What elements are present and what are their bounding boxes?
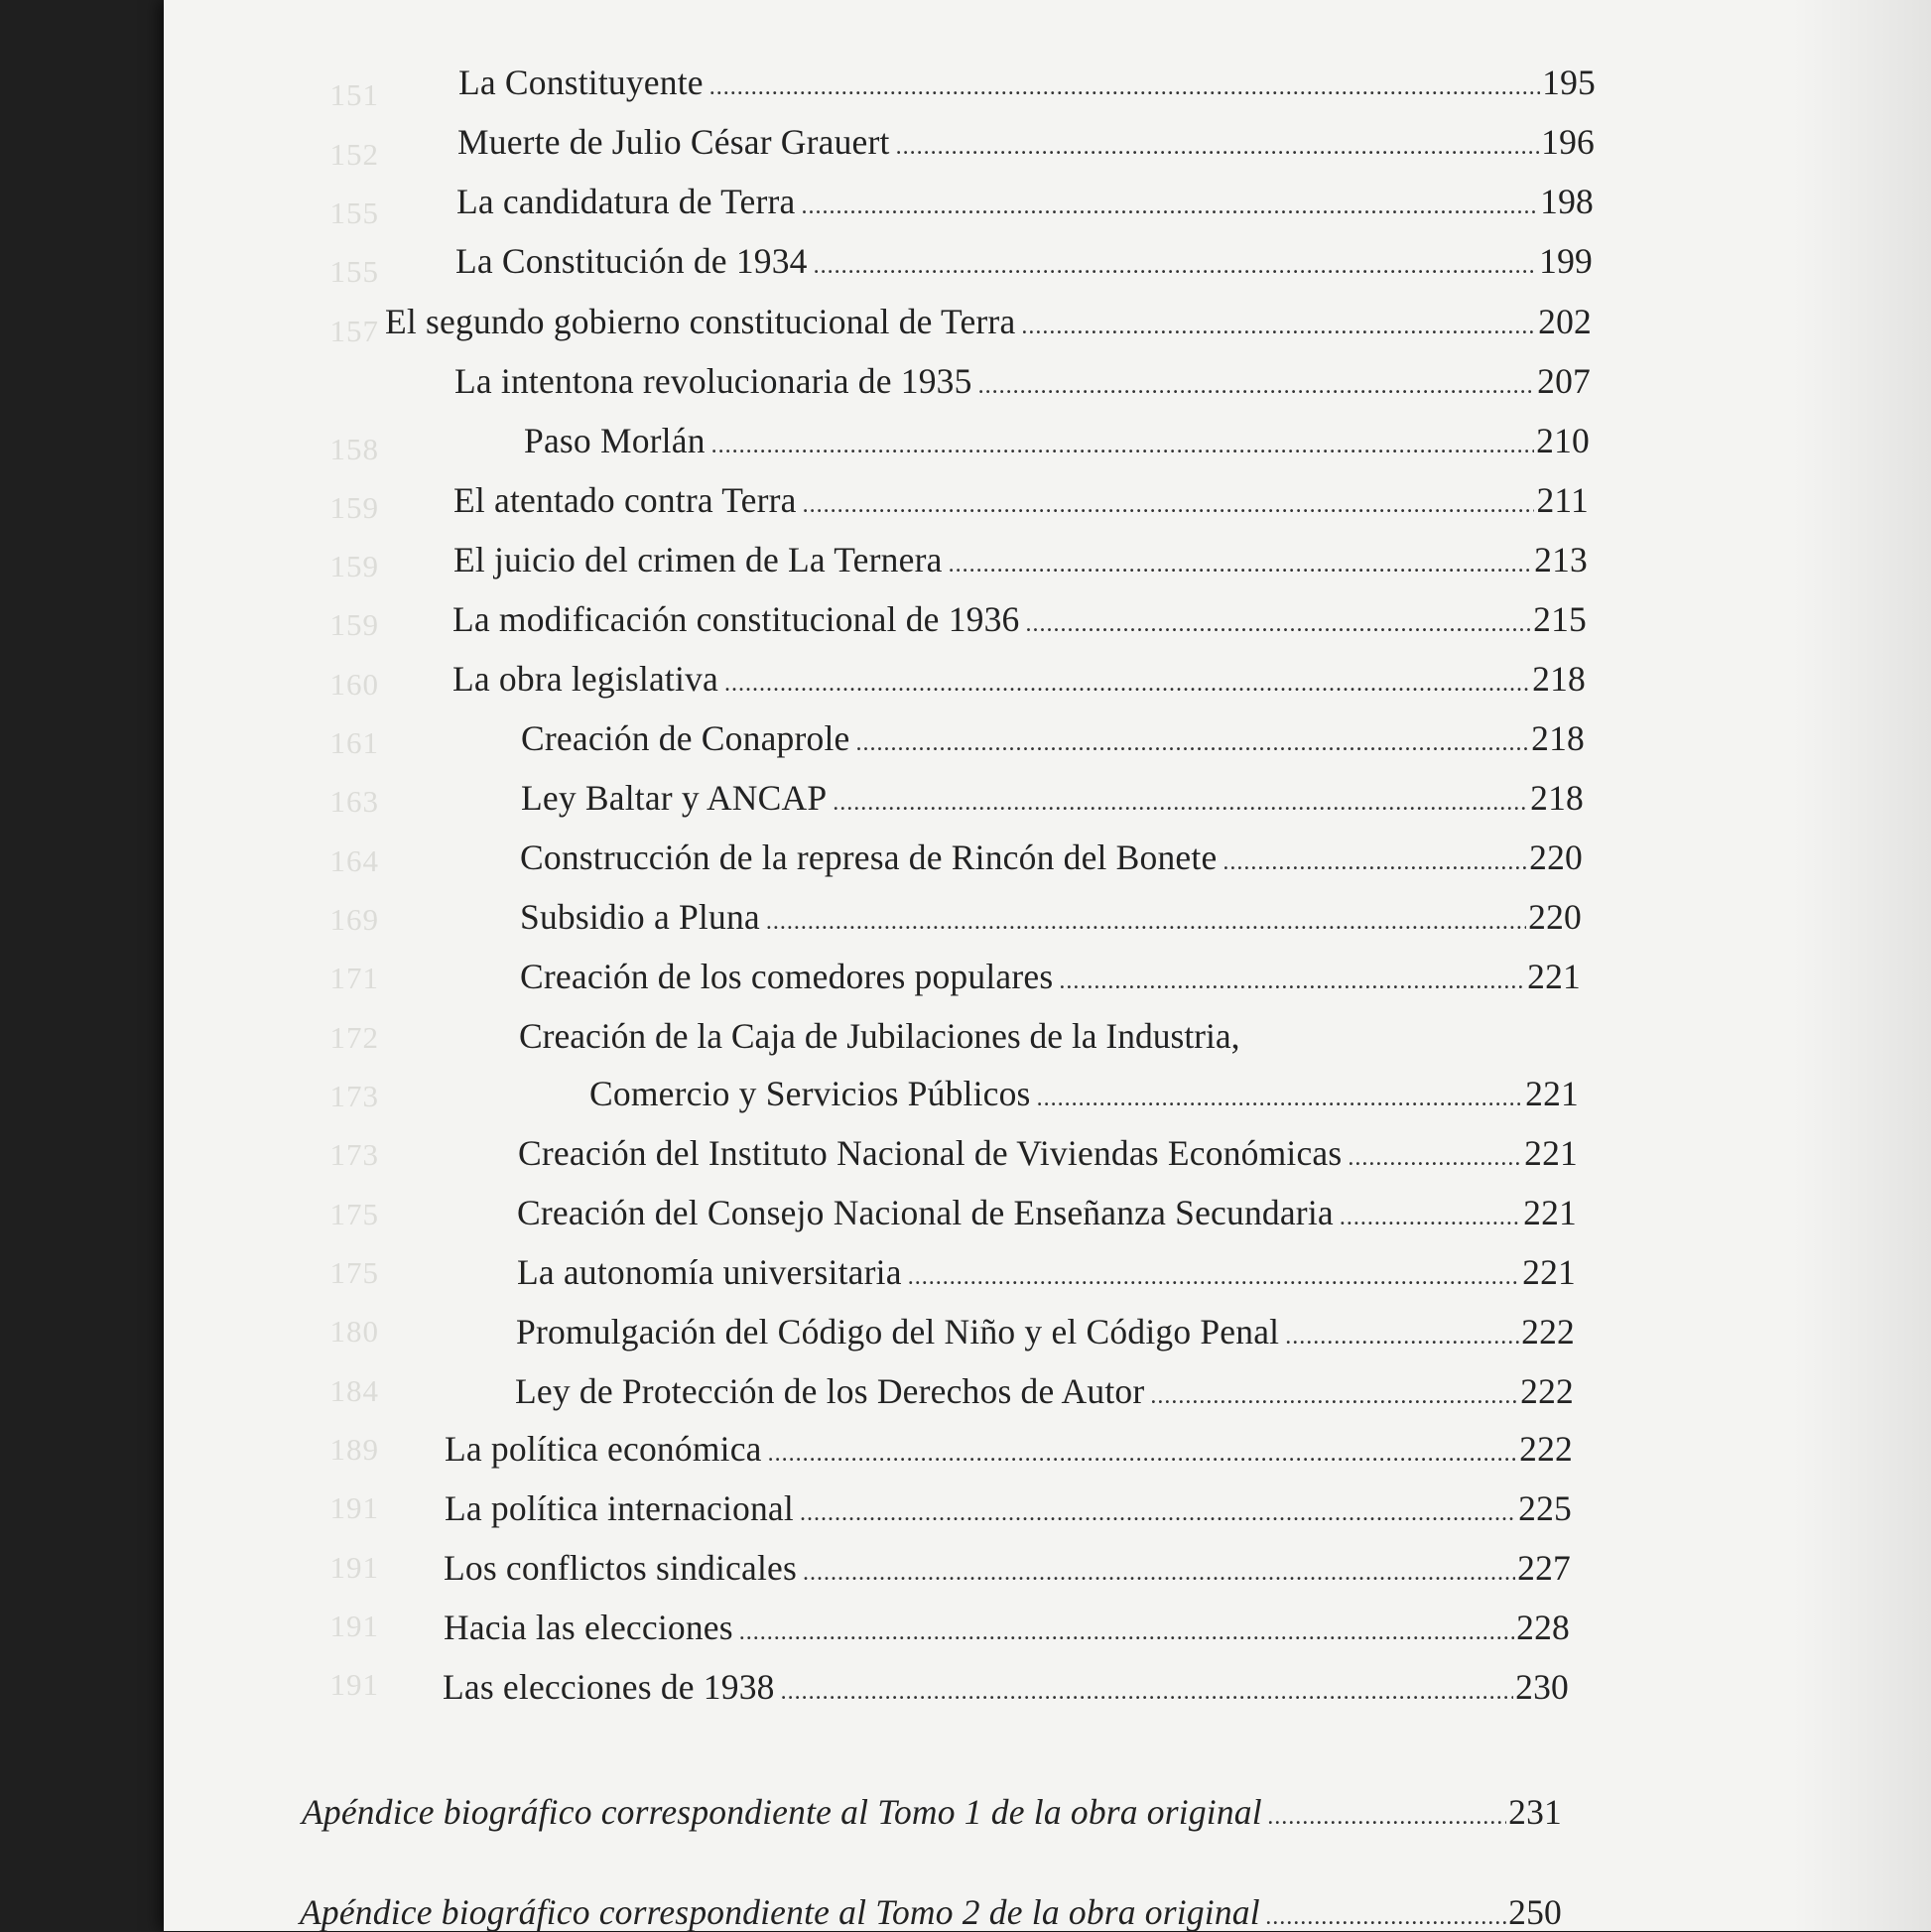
ghost-number: 173 [329,1079,379,1113]
leader-dots [1266,1904,1506,1930]
toc-page-number: 225 [1518,1488,1572,1528]
toc-entry-title: Creación de la Caja de Jubilaciones de la Industria, [519,1016,1240,1056]
leader-dots [1348,1145,1522,1171]
toc-page-number: 250 [1508,1892,1562,1932]
toc-entry-title: Apéndice biográfico correspondiente al Tomo 2 de la obra original [300,1892,1260,1932]
toc-entry [453,481,1589,520]
ghost-number: 191 [329,1490,379,1525]
toc-entry [521,779,1584,818]
toc-entry-title: La obra legislativa [452,659,718,699]
toc-page-number: 215 [1533,599,1587,639]
toc-page-number: 195 [1542,63,1596,102]
leader-dots [739,1619,1514,1645]
toc-entry [444,1549,1571,1588]
toc-entry [385,303,1592,341]
ghost-number: 158 [329,432,379,466]
toc-page-number: 199 [1539,241,1593,281]
ghost-number: 159 [329,549,379,583]
ghost-number: 152 [329,137,379,172]
toc-page-number: 210 [1536,421,1590,460]
toc-page-number: 228 [1516,1608,1570,1647]
toc-entry-title: Creación del Consejo Nacional de Enseñanza Secundaria [517,1193,1334,1232]
toc-entry-title: La Constitución de 1934 [455,241,808,281]
ghost-number: 173 [329,1137,379,1172]
toc-page-number: 207 [1537,361,1591,401]
toc-entry-appendix [302,1793,1562,1832]
ghost-number: 180 [329,1314,379,1349]
toc-page-number: 213 [1534,540,1588,580]
toc-page-number: 231 [1508,1792,1562,1832]
leader-dots [800,1500,1516,1526]
leader-dots [908,1264,1520,1290]
leader-dots [1059,968,1525,994]
leader-dots [978,373,1536,399]
ghost-number: 191 [329,1609,379,1643]
leader-dots [803,492,1535,518]
toc-page-number: 230 [1515,1667,1569,1707]
toc-entry [524,422,1590,460]
toc-entry [456,183,1594,221]
ghost-number: 169 [329,902,379,937]
toc-entry-title: Creación de los comedores populares [520,957,1054,996]
toc-entry-title: Hacia las elecciones [444,1608,733,1647]
toc-entry-title: La política económica [445,1429,762,1469]
toc-page-number: 198 [1540,182,1594,221]
leader-dots [781,1679,1514,1705]
leader-dots [1150,1383,1518,1409]
toc-entry [520,838,1583,877]
toc-entry [520,958,1581,996]
toc-entry [457,123,1595,162]
leader-dots [1021,314,1536,339]
leader-dots [814,253,1538,279]
leader-dots [1223,849,1527,875]
toc-entry [520,898,1582,937]
toc-entry-title: La política internacional [445,1488,794,1528]
toc-entry-title: La intentona revolucionaria de 1935 [454,361,972,401]
leader-dots [709,74,1540,100]
leader-dots [896,134,1540,160]
toc-entry [453,541,1588,580]
ghost-number: 155 [329,254,379,289]
ghost-number: 171 [329,961,379,995]
toc-page-number: 220 [1529,837,1583,877]
toc-entry [444,1609,1570,1647]
leader-dots [1340,1205,1521,1230]
toc-entry-title: Los conflictos sindicales [444,1548,797,1588]
ghost-number: 151 [329,77,379,112]
ghost-number: 159 [329,490,379,525]
toc-entry-title: Construcción de la represa de Rincón del Bonete [520,837,1218,877]
toc-page-number: 222 [1521,1312,1575,1352]
toc-page-number: 221 [1525,1074,1579,1113]
toc-page-number: 211 [1536,480,1589,520]
toc-page-number: 218 [1531,718,1585,758]
ghost-number: 172 [329,1020,379,1055]
toc-entry [455,242,1593,281]
ghost-number: 189 [329,1432,379,1467]
ghost-number: 161 [329,725,379,760]
leader-dots [1268,1804,1506,1830]
toc-entry [443,1668,1569,1707]
toc-page-number: 227 [1517,1548,1571,1588]
leader-dots [949,552,1533,578]
toc-page-number: 221 [1527,957,1581,996]
toc-entry [517,1253,1576,1292]
leader-dots [1285,1324,1519,1350]
leader-dots [1026,611,1532,637]
ghost-number: 157 [329,314,379,348]
ghost-number: 160 [329,667,379,702]
ghost-number: 184 [329,1373,379,1408]
toc-entry-title: Ley Baltar y ANCAP [521,778,828,818]
toc-entry-title-continuation: Comercio y Servicios Públicos [589,1074,1031,1113]
toc-entry [521,719,1585,758]
leader-dots [1037,1086,1524,1111]
toc-entry-title: El atentado contra Terra [453,480,797,520]
leader-dots [833,790,1528,816]
toc-entry-title: Promulgación del Código del Niño y el Código Penal [516,1312,1280,1352]
toc-page-number: 202 [1538,302,1592,341]
toc-entry [452,660,1586,699]
ghost-number: 175 [329,1255,379,1290]
toc-page-number: 218 [1532,659,1586,699]
toc-page-number: 221 [1522,1252,1576,1292]
leader-dots [801,193,1538,219]
toc-page-number: 220 [1528,897,1582,937]
toc-entry-appendix [300,1893,1562,1932]
toc-entry [454,362,1591,401]
toc-entry-title: Creación del Instituto Nacional de Viviendas Económicas [518,1133,1343,1173]
toc-entry-title: La candidatura de Terra [456,182,796,221]
leader-dots [768,1441,1518,1467]
leader-dots [766,909,1526,935]
toc-page-number: 222 [1519,1429,1573,1469]
toc-entry-title: La autonomía universitaria [517,1252,902,1292]
toc-entry [515,1372,1574,1411]
leader-dots [855,730,1529,756]
toc-entry-title: Creación de Conaprole [521,718,850,758]
ghost-number: 163 [329,784,379,819]
toc-entry-title: Subsidio a Pluna [520,897,760,937]
toc-entry-title: El juicio del crimen de La Ternera [453,540,943,580]
leader-dots [724,671,1530,697]
toc-page-number: 222 [1520,1371,1574,1411]
toc-entry [518,1134,1578,1173]
toc-entry-title: Las elecciones de 1938 [443,1667,775,1707]
toc-entry-title: El segundo gobierno constitucional de Terra [385,302,1016,341]
toc-page-number: 218 [1530,778,1584,818]
ghost-number: 191 [329,1550,379,1585]
toc-entry-title: La modificación constitucional de 1936 [452,599,1020,639]
toc-entry [445,1489,1572,1528]
toc-entry [589,1075,1579,1113]
ghost-number: 191 [329,1667,379,1702]
toc-entry-title: Muerte de Julio César Grauert [457,122,890,162]
toc-page-number: 221 [1524,1133,1578,1173]
toc-entry-title: La Constituyente [458,63,704,102]
toc-entry [458,64,1596,102]
toc-page-number: 221 [1523,1193,1577,1232]
ghost-number: 159 [329,607,379,642]
toc-entry-title: Apéndice biográfico correspondiente al Tomo 1 de la obra original [302,1792,1262,1832]
leader-dots [803,1560,1515,1586]
toc-entry-title: Ley de Protección de los Derechos de Autor [515,1371,1145,1411]
leader-dots [711,433,1534,458]
toc-entry [517,1194,1577,1232]
ghost-number: 164 [329,843,379,878]
ghost-number: 175 [329,1197,379,1231]
toc-entry [516,1313,1575,1352]
toc-entry [452,600,1587,639]
toc-page-number: 196 [1541,122,1595,162]
toc-entry-title: Paso Morlán [524,421,706,460]
toc-entry [445,1430,1573,1469]
ghost-number: 155 [329,195,379,230]
